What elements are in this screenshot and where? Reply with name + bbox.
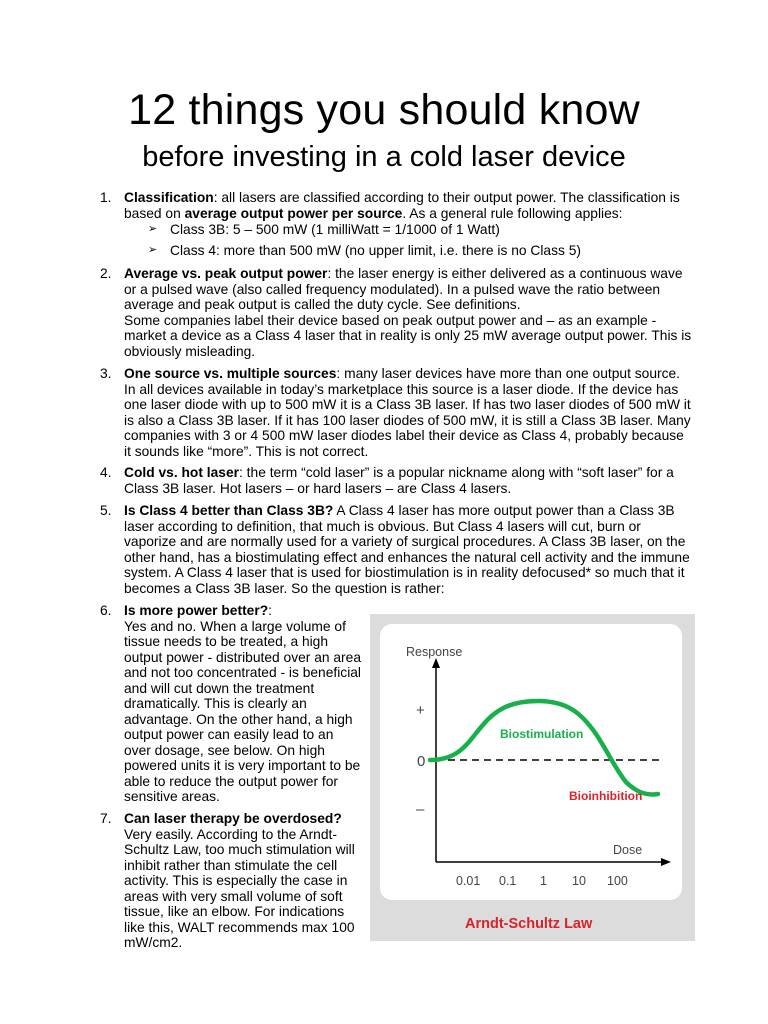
x-tick-label: 100 [607, 874, 628, 888]
item-number: 6. [100, 603, 112, 618]
item-text [124, 811, 364, 951]
item-body: : the laser energy is either delivered as a continuous wave or a pulsed wave (also called frequency modulated). In a pulsed wave the ratio between average and peak output is called the duty cycle. See definitions. [124, 266, 683, 312]
response-label: Response [406, 645, 463, 659]
plus-label: + [416, 702, 425, 719]
item-body-end: . As a general rule following applies: [402, 205, 623, 221]
item-body: A Class 4 laser has more output power than a Class 3B laser according to definition, that much is obvious. But Class 4 lasers will cut, burn or vaporize and are normally used for a variety of surgical procedures. A Class 3B laser, on the other hand, has a biostimulating effect and enhances the natural cell activity and the immune system. A Class 4 laser that is used for biostimulation is in reality defocused* so much that it becomes a Class 3B laser. So the question is rather: [124, 503, 690, 596]
item-heading: One source vs. multiple sources [124, 366, 337, 381]
item-number: 3. [100, 366, 112, 381]
page-title: 12 things you should know [128, 86, 640, 134]
x-tick-label: 1 [540, 874, 547, 888]
item-heading: Average vs. peak output power [124, 266, 328, 281]
item-text [124, 465, 694, 496]
item-body: : all lasers are classified according to their output power. The classification is based on [124, 190, 680, 221]
item-heading: Classification [124, 190, 214, 205]
item-number: 5. [100, 503, 112, 518]
dose-label: Dose [613, 843, 643, 857]
x-tick-label: 0.1 [499, 874, 517, 888]
item-body: Very easily. According to the Arndt-Schultz Law, too much stimulation will inhibit rather than stimulate the cell activity. This is especially the case in areas with very small volume of soft tissue, like an elbow. For indications like this, WALT recommends max 100 mW/cm2. [124, 826, 355, 950]
minus-label: – [416, 801, 425, 818]
arndt-schultz-graph [370, 614, 695, 941]
item-emphasis: average output power per source [184, 205, 403, 221]
item-heading: Cold vs. hot laser [124, 465, 240, 480]
law-caption: Arndt-Schultz Law [465, 916, 593, 932]
item-heading: Is more power better? [124, 603, 269, 618]
item-heading-colon: : [268, 603, 272, 618]
item-body-2: Some companies label their device based on peak output power and – as an example - market a device as a Class 4 laser that in reality is only 25 mW average output power. This is obviously misleading. [124, 312, 692, 359]
item-number: 1. [100, 190, 112, 205]
item-text [124, 603, 364, 805]
bioinhibition-label: Bioinhibition [569, 789, 643, 803]
item-body: : many laser devices have more than one output source. In all devices available in today’s marketplace this source is a laser diode. If the device has one laser diode with up to 500 mW it is a Class 3B laser. If has two laser diodes of 500 mW it is also a Class 3B laser. If it has 100 laser diodes of 500 mW, it is still a Class 3B laser. Many companies with 3 or 4 500 mW laser diodes label their device as Class 4, probably because it sounds like “more”. This is not correct. [124, 366, 691, 459]
item-body: Yes and no. When a large volume of tissue needs to be treated, a high output power - distributed over an area and not too concentrated - is beneficial and will cut down the treatment dramatically. This is clearly an advantage. On the other hand, a high output power can easily lead to an over dosage, see below. On high powered units it is very important to be able to reduce the output power for sensitive areas. [124, 618, 361, 804]
x-tick-label: 0.01 [456, 874, 481, 888]
item-text [124, 190, 694, 221]
item-number: 2. [100, 266, 112, 281]
arrow-bullet-icon: ➢ [148, 223, 158, 235]
item-heading: Can laser therapy be overdosed? [124, 811, 342, 826]
page-subtitle: before investing in a cold laser device [142, 141, 626, 173]
item-number: 4. [100, 465, 112, 480]
item-number: 7. [100, 811, 112, 826]
bullet-text: Class 4: more than 500 mW (no upper limit, i.e. there is no Class 5) [170, 243, 582, 258]
x-tick-label: 10 [572, 874, 586, 888]
item-text [124, 266, 694, 359]
item-text [124, 366, 694, 459]
arrow-bullet-icon: ➢ [148, 244, 158, 256]
arndt-schultz-figure [370, 614, 695, 941]
zero-label: 0 [417, 753, 426, 770]
item-heading: Is Class 4 better than Class 3B? [124, 503, 334, 518]
biostimulation-label: Biostimulation [500, 727, 584, 741]
bullet-text: Class 3B: 5 – 500 mW (1 milliWatt = 1/1000 of 1 Watt) [170, 222, 500, 237]
item-body: : the term “cold laser” is a popular nickname along with “soft laser” for a Class 3B laser. Hot lasers – or hard lasers – are Class 4 lasers. [124, 465, 674, 496]
item-text [124, 503, 694, 596]
